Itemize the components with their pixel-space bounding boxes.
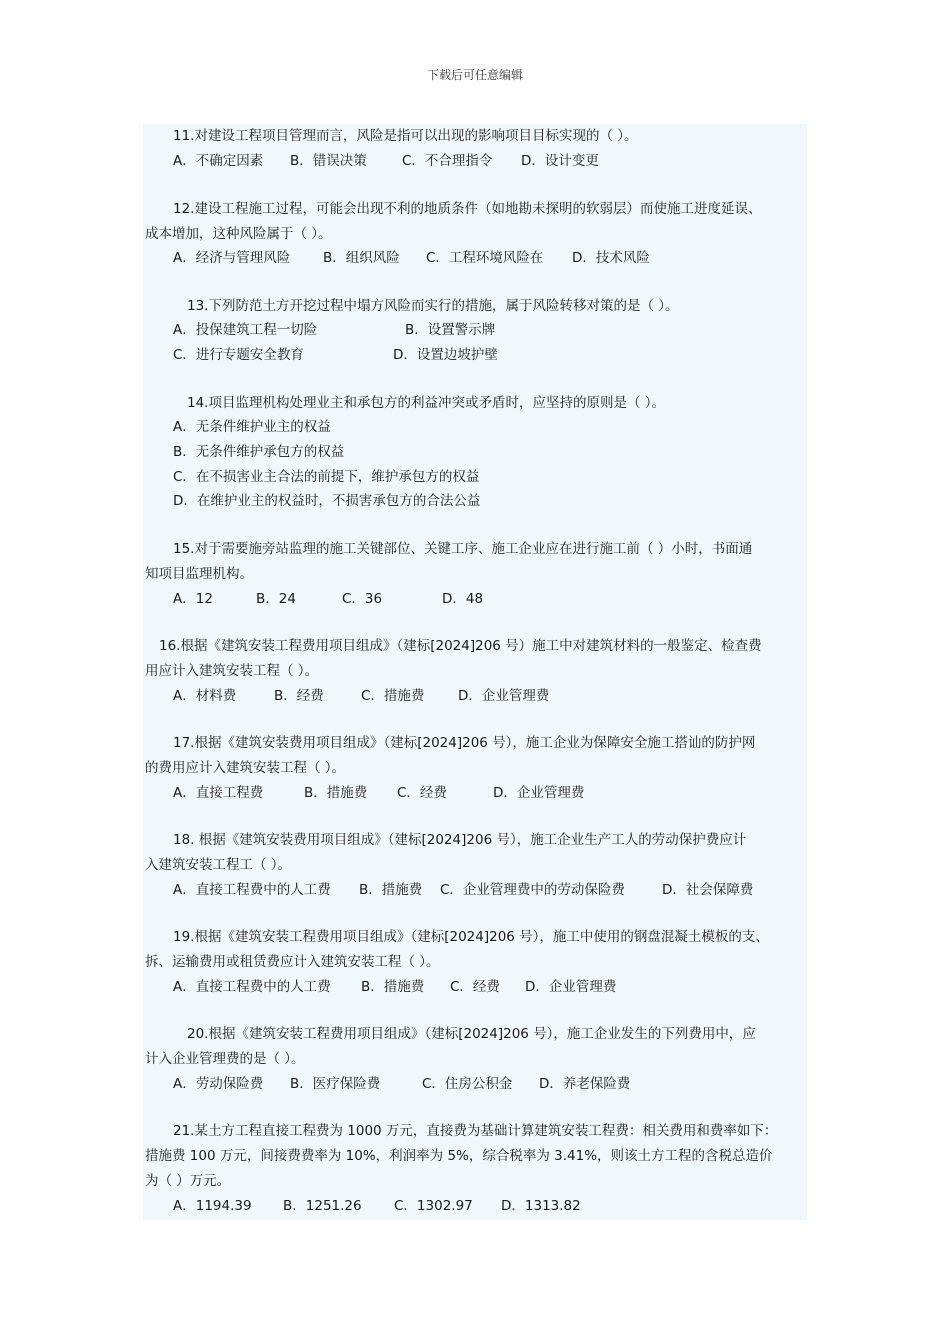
option-c: C．企业管理费中的劳动保险费 xyxy=(440,882,625,898)
option-c: C．住房公积金 xyxy=(422,1076,513,1092)
option-a: A．直接工程费中的人工费 xyxy=(173,882,331,898)
option-b: B．医疗保险费 xyxy=(290,1076,381,1092)
option-c: C．不合理指令 xyxy=(402,153,493,169)
option-d: D．企业管理费 xyxy=(525,979,617,995)
option-b: B．组织风险 xyxy=(323,250,400,266)
option-a: A．12 xyxy=(173,591,213,607)
option-a: A．直接工程费 xyxy=(173,785,264,801)
option-b: B．24 xyxy=(256,591,296,607)
option-a: A．1194.39 xyxy=(173,1198,252,1214)
option-c: C．工程环境风险在 xyxy=(426,250,544,266)
option-b: B．措施费 xyxy=(361,979,425,995)
option-d: D．企业管理费 xyxy=(458,688,550,704)
option-c: C．进行专题安全教育 xyxy=(173,347,304,363)
option-c: C．措施费 xyxy=(361,688,425,704)
option-c: C．经费 xyxy=(397,785,447,801)
option-d: D．设计变更 xyxy=(521,153,599,169)
option-a: A．材料费 xyxy=(173,688,237,704)
option-c: C．1302.97 xyxy=(394,1198,473,1214)
option-a: A．直接工程费中的人工费 xyxy=(173,979,331,995)
option-d: D．养老保险费 xyxy=(539,1076,631,1092)
option-d: D．社会保障费 xyxy=(662,882,754,898)
option-b: B．1251.26 xyxy=(283,1198,362,1214)
option-d: D．1313.82 xyxy=(501,1198,581,1214)
option-c: C．经费 xyxy=(450,979,500,995)
option-b: B．设置警示牌 xyxy=(405,322,496,338)
option-b: B．经费 xyxy=(274,688,324,704)
option-a: A．劳动保险费 xyxy=(173,1076,264,1092)
option-b: B．措施费 xyxy=(304,785,368,801)
option-d: D．企业管理费 xyxy=(493,785,585,801)
option-c: C．36 xyxy=(342,591,383,607)
page-header: 下载后可任意编辑 xyxy=(426,68,523,82)
option-d: D．设置边坡护壁 xyxy=(393,347,498,363)
option-d: D．技术风险 xyxy=(572,250,650,266)
option-b: B．措施费 xyxy=(359,882,423,898)
option-d: D．48 xyxy=(442,591,484,607)
option-a: A．不确定因素 xyxy=(173,153,264,169)
option-a: A．经济与管理风险 xyxy=(173,250,291,266)
option-b: B．错误决策 xyxy=(290,153,367,169)
option-a: A．投保建筑工程一切险 xyxy=(173,322,318,338)
